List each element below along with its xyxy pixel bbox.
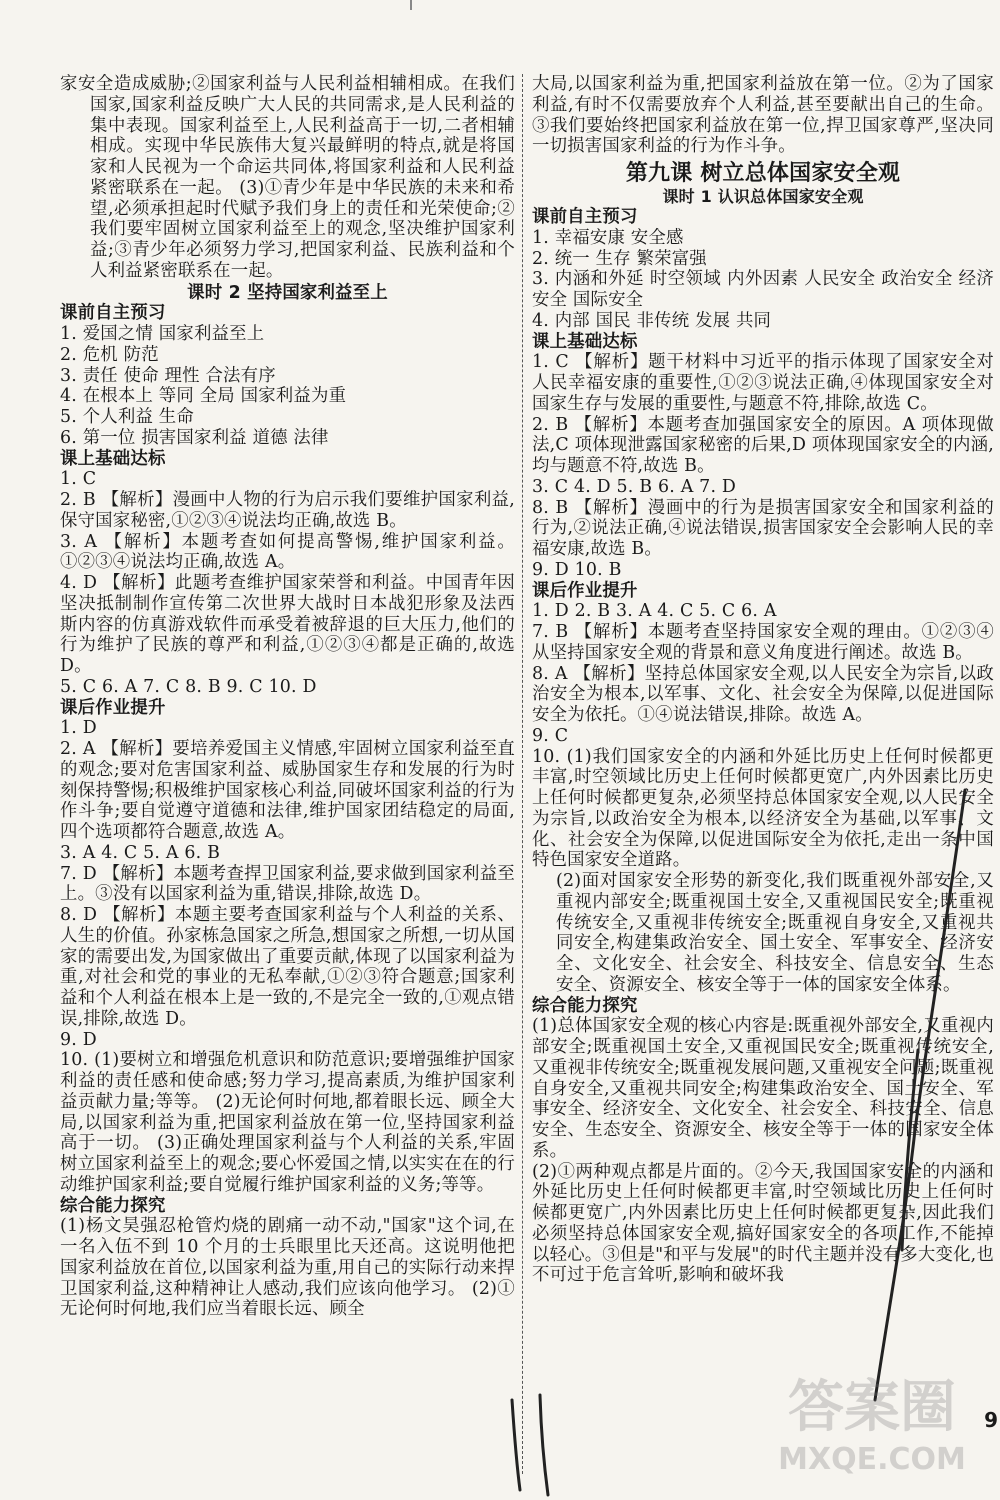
list-item: (1)总体国家安全观的核心内容是:既重视外部安全,又重视内部安全;既重视国土安全,又重视国民安全;既重视传统安全,又重视非传统安全;既重视发展问题,又重视安全问题;既重视自身安全,又重视共同安全;构建集政治安全、国土安全、军事安全、经济安全、文化安全、社会安全、科技安全、信息安全、生态安全、资源安全、核安全等于一体的国家安全体系。	[532, 1016, 994, 1161]
list-item: 2. A 【解析】要培养爱国主义情感,牢固树立国家利益至直的观念;要对危害国家利益、威胁国家生存和发展的行为时刻保持警惕;积极维护国家核心利益,同破坏国家利益的行为作斗争;要自觉遵守道德和法律,维护国家团结稳定的局面,四个选项都符合题意,故选 A。	[60, 739, 515, 842]
list-item: 1. D	[60, 718, 97, 739]
list-item: 2. 危机 防范	[60, 344, 159, 365]
page-number: 9	[984, 1408, 998, 1432]
watermark-url: MXQE.COM	[778, 1442, 966, 1477]
pen-stroke-bottom-right	[540, 1395, 548, 1495]
left-explore-heading: 综合能力探究	[60, 1195, 166, 1216]
left-column	[60, 74, 515, 1320]
list-item: 7. B 【解析】本题考查坚持国家安全观的理由。①②③④从坚持国家安全观的背景和意义角度进行阐述。故选 B。	[532, 622, 994, 663]
list-item: 1. D 2. B 3. A 4. C 5. C 6. A	[532, 601, 777, 622]
list-item: 10. (1)我们国家安全的内涵和外延比历史上任何时候都更丰富,时空领域比历史上任何时候都更宽广,内外因素比历史上任何时候都更复杂,必须坚持总体国家安全观,以人民安全为宗旨,以政治安全为根本,以经济安全为基础,以军事、文化、社会安全为保障,以促进国际安全为依托,走出一条中国特色国家安全道路。	[532, 746, 994, 871]
left-explore-text: (1)杨文昊强忍枪管灼烧的剧痛一动不动,"国家"这个词,在一名入伍不到 10 个月的士兵眼里比天还高。这说明他把国家利益放在首位,以国家利益为重,用自己的实际行动来捍卫国家利益,这种精神让人感动,我们应该向他学习。 (2)①无论何时何地,我们应当着眼长远、顾全	[60, 1216, 515, 1320]
lesson-title: 课时 2 坚持国家利益至上	[187, 282, 388, 303]
list-item: 7. D 【解析】本题考查捍卫国家利益,要求做到国家利益至上。③没有以国家利益为重,错误,排除,故选 D。	[60, 863, 515, 905]
list-item: 2. 统一 生存 繁荣富强	[532, 248, 707, 269]
left-homework-heading: 课后作业提升	[60, 697, 166, 718]
left-basic-list	[60, 469, 515, 697]
chapter-title: 第九课 树立总体国家安全观	[625, 161, 901, 186]
list-item: 4. 内部 国民 非传统 发展 共同	[532, 310, 772, 331]
right-explore-list	[532, 1016, 994, 1286]
list-item: 5. C 6. A 7. C 8. B 9. C 10. D	[60, 676, 317, 697]
list-item: 9. D 10. B	[532, 559, 622, 580]
left-intro-paragraph: 家安全造成威胁;②国家利益与人民利益相辅相成。在我们国家,国家利益反映广大人民的共同需求,是人民利益的集中表现。国家利益至上,人民利益高于一切,二者相辅相成。实现中华民族伟大复兴最鲜明的特点,就是将国家和人民视为一个命运共同体,将国家利益和人民利益紧密联系在一起。 (3)①青少年是中华民族的未来和希望,必须承担起时代赋予我们身上的责任和光荣使命;②我们要牢固树立国家利益至上的观念,坚决维护国家利益;③青少年必须努力学习,把国家利益、民族利益和个人利益紧密联系在一起。	[60, 74, 515, 281]
right-basic-list	[532, 352, 994, 580]
right-basic-heading: 课上基础达标	[532, 331, 638, 352]
list-item: 4. D 【解析】此题考查维护国家荣誉和利益。中国青年因坚决抵制制作宣传第二次世界大战时日本战犯形象及法西斯内容的仿真游戏软件而承受着被辞退的巨大压力,他们的行为维护了民族的尊严和利益,①②③④都是正确的,故选 D。	[60, 573, 515, 676]
list-item: 1. 幸福安康 安全感	[532, 227, 684, 248]
watermark-title: 答案圈	[788, 1375, 956, 1440]
left-homework-list	[60, 718, 515, 1195]
right-homework-list	[532, 601, 994, 995]
list-item: 8. B 【解析】漫画中的行为是损害国家安全和国家利益的行为,②说法正确,④说法错误,损害国家安全会影响人民的幸福安康,故选 B。	[532, 497, 994, 559]
right-intro-paragraph: 大局,以国家利益为重,把国家利益放在第一位。②为了国家利益,有时不仅需要放弃个人利益,甚至要献出自己的生命。③我们要始终把国家利益放在第一位,捍卫国家尊严,坚决同一切损害国家利益的行为作斗争。	[532, 74, 994, 157]
list-item: 1. C 【解析】题干材料中习近平的指示体现了国家安全对人民幸福安康的重要性,①②③说法正确,④体现国家安全对国家生存与发展的重要性,与题意不符,排除,故选 C。	[532, 352, 994, 414]
list-item: 3. A 【解析】本题考查如何提高警惕,维护国家利益。①②③④说法均正确,故选 A。	[60, 531, 515, 573]
list-item: (2)①两种观点都是片面的。②今天,我国国家安全的内涵和外延比历史上任何时候都更丰富,时空领域比历史上任何时候都更宽广,内外因素比历史上任何时候都更复杂,因此我们必须坚持总体国家安全观,搞好国家安全的各项工作,不能掉以轻心。③但是"和平与发展"的时代主题并没有多大变化,也不可过于危言耸听,影响和破坏我	[532, 1161, 994, 1286]
list-item: 3. C 4. D 5. B 6. A 7. D	[532, 476, 737, 497]
list-item: (2)面对国家安全形势的新变化,我们既重视外部安全,又重视内部安全;既重视国土安全,又重视国民安全;既重视传统安全,又重视非传统安全;既重视自身安全,又重视共同安全,构建集政治安全、国土安全、军事安全、经济安全、文化安全、社会安全、科技安全、信息安全、生态安全、资源安全、核安全等于一体的国家安全体系。	[556, 871, 994, 995]
chapter-subtitle: 课时 1 认识总体国家安全观	[662, 187, 864, 206]
left-basic-heading: 课上基础达标	[60, 448, 166, 469]
pen-stroke-bottom-left	[512, 1400, 520, 1490]
list-item: 4. 在根本上 等同 全局 国家利益为重	[60, 386, 347, 407]
list-item: 3. 责任 使命 理性 合法有序	[60, 365, 276, 386]
scan-mark	[410, 0, 412, 10]
list-item: 1. C	[60, 469, 97, 490]
right-preview-list	[532, 228, 994, 332]
list-item: 5. 个人利益 生命	[60, 407, 194, 427]
list-item: 9. D	[60, 1029, 97, 1050]
list-item: 2. B 【解析】漫画中人物的行为启示我们要维护国家利益,保守国家秘密,①②③④说法均正确,故选 B。	[60, 490, 515, 531]
list-item: 8. A 【解析】坚持总体国家安全观,以人民安全为宗旨,以政治安全为根本,以军事、文化、社会安全为保障,以促进国际安全为依托。①④说法错误,排除。故选 A。	[532, 663, 994, 725]
watermark-logo	[752, 1374, 992, 1494]
list-item: 6. 第一位 损害国家利益 道德 法律	[60, 427, 329, 448]
right-column	[532, 74, 994, 1286]
list-item: 8. D 【解析】本题主要考查国家利益与个人利益的关系、人生的价值。孙家栋急国家之所急,想国家之所想,一切从国家的需要出发,为国家做出了重要贡献,体现了以国家利益为重,对社会和党的事业的无私奉献,①②③符合题意;国家利益和个人利益在根本上是一致的,不是完全一致的,①观点错误,排除,故选 D。	[60, 905, 515, 1029]
right-homework-heading: 课后作业提升	[532, 580, 638, 601]
list-item: 10. (1)要树立和增强危机意识和防范意识;要增强维护国家利益的责任感和使命感;努力学习,提高素质,为维护国家利益贡献力量;等等。 (2)无论何时何地,都着眼长远、顾全大局,以国家利益为重,把国家利益放在第一位,坚持国家利益高于一切。 (3)正确处理国家利益与个人利益的关系,牢固树立国家利益至上的观念;要心怀爱国之情,以实实在在的行动维护国家利益;要自觉履行维护国家利益的义务;等等。	[60, 1050, 515, 1195]
left-preview-list	[60, 324, 515, 449]
column-divider	[522, 74, 523, 1474]
list-item: 9. C	[532, 725, 569, 746]
list-item: 2. B 【解析】本题考查加强国家安全的原因。A 项体现做法,C 项体现泄露国家秘密的后果,D 项体现国家安全的内涵,均与题意不符,故选 B。	[532, 414, 994, 476]
list-item: 1. 爱国之情 国家利益至上	[60, 324, 265, 344]
list-item: 3. A 4. C 5. A 6. B	[60, 842, 221, 863]
right-preview-heading: 课前自主预习	[532, 207, 638, 227]
left-preview-heading: 课前自主预习	[60, 303, 166, 324]
right-explore-heading: 综合能力探究	[532, 995, 638, 1016]
list-item: 3. 内涵和外延 时空领域 内外因素 人民安全 政治安全 经济安全 国际安全	[532, 269, 994, 310]
